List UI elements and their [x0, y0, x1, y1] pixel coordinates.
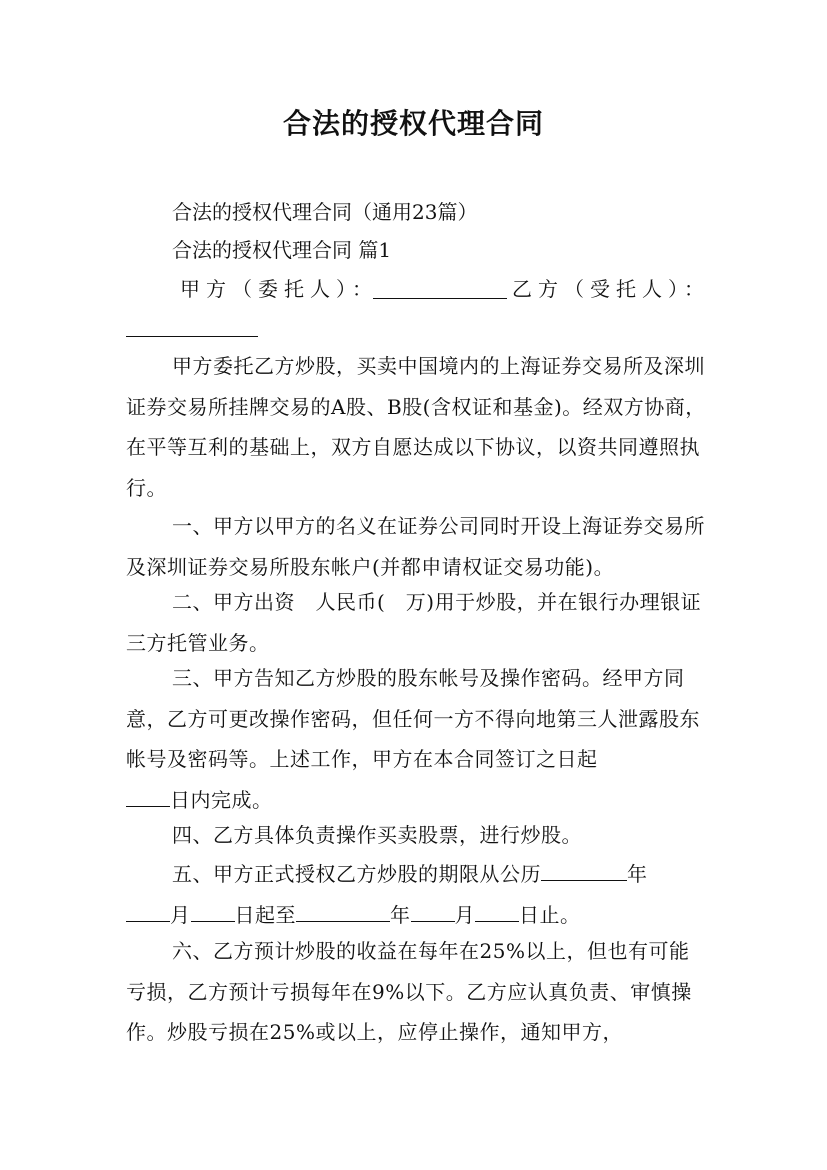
paragraph-clause-2: 二、甲方出资 人民币( 万)用于炒股，并在银行办理银证三方托管业务。	[126, 590, 702, 655]
party-b-label: 乙方（受托人）：	[512, 277, 710, 301]
party-b-blank	[126, 314, 258, 337]
end-day-label: 日止。	[519, 902, 581, 927]
start-day-blank	[191, 899, 235, 922]
document-subtitle: 合法的授权代理合同（通用23篇）	[172, 200, 478, 224]
paragraph-intro: 甲方委托乙方炒股，买卖中国境内的上海证券交易所及深圳证券交易所挂牌交易的A股、B股(含权证和基金)。经双方协商，在平等互利的基础上，双方自愿达成以下协议，以资共同遵照执行。	[126, 354, 706, 500]
start-month-blank	[126, 899, 170, 922]
end-year-label: 年	[390, 902, 411, 927]
end-month-blank	[411, 899, 455, 922]
end-month-label: 月	[454, 902, 475, 927]
paragraph-clause-5	[126, 854, 706, 935]
party-a-blank	[373, 276, 507, 299]
year-label: 年	[627, 862, 648, 886]
paragraph-clause-1: 一、甲方以甲方的名义在证券公司同时开设上海证券交易所及深圳证券交易所股东帐户(并都申请权证交易功能)。	[126, 514, 705, 579]
end-year-blank	[296, 899, 390, 922]
start-year-blank	[541, 858, 627, 881]
day-from-label: 日起至	[234, 902, 296, 927]
paragraph-clause-4: 四、乙方具体负责操作买卖股票，进行炒股。	[172, 823, 582, 847]
document-title: 合法的授权代理合同	[282, 107, 544, 140]
end-day-blank	[475, 899, 519, 922]
clause-3-days-blank	[126, 784, 170, 807]
month-label: 月	[170, 902, 191, 927]
clause-5-text: 五、甲方正式授权乙方炒股的期限从公历	[172, 862, 541, 886]
paragraph-clause-6: 六、乙方预计炒股的收益在每年在25%以上，但也有可能亏损，乙方预计亏损每年在9%以下。乙方应认真负责、审慎操作。炒股亏损在25%或以上，应停止操作，通知甲方，	[126, 939, 692, 1044]
paragraph-clause-3	[126, 658, 706, 820]
party-a-label: 甲方（委托人）：	[180, 277, 378, 301]
clause-3-text: 三、甲方告知乙方炒股的股东帐号及操作密码。经甲方同意，乙方可更改操作密码，但任何一方不得向地第三人泄露股东帐号及密码等。上述工作，甲方在本合同签订之日起	[126, 666, 700, 771]
section-heading: 合法的授权代理合同 篇1	[172, 238, 392, 262]
clause-3-end: 日内完成。	[170, 787, 273, 812]
